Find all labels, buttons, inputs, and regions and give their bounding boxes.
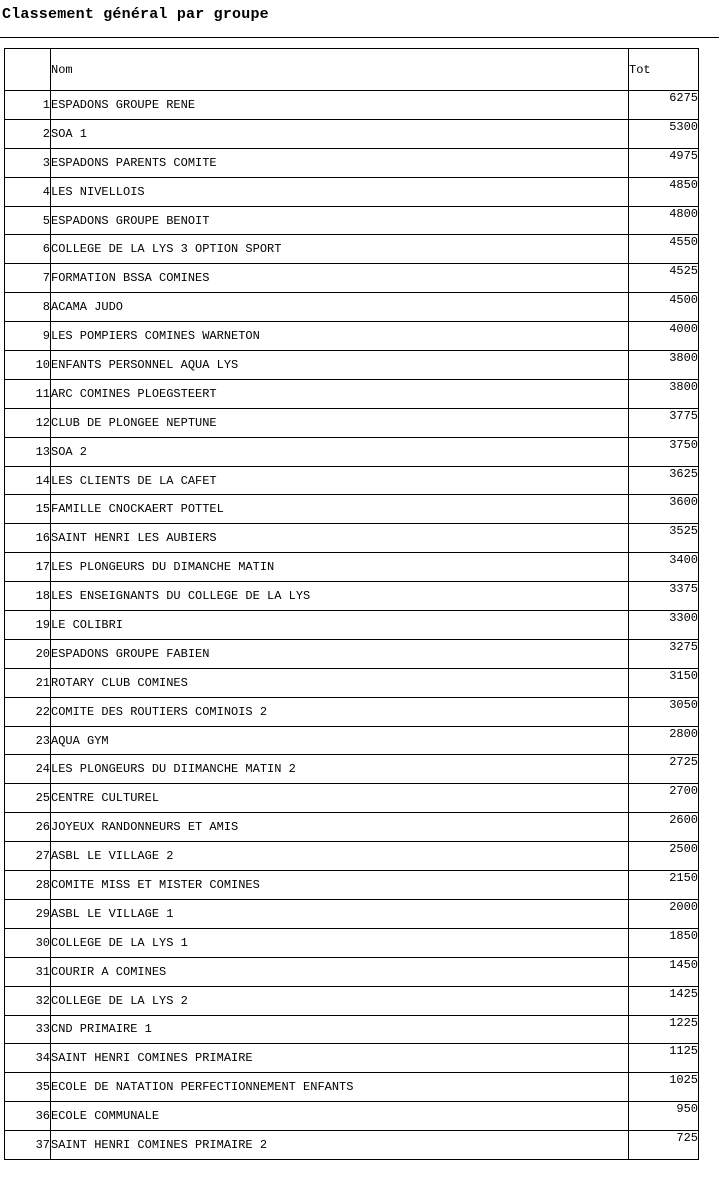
rank-cell: 15 [5,495,51,524]
table-row [5,1073,699,1102]
rank-cell: 14 [5,466,51,495]
group-name-cell: JOYEUX RANDONNEURS ET AMIS [51,813,629,842]
rank-cell: 33 [5,1015,51,1044]
group-name-cell: ACAMA JUDO [51,293,629,322]
rank-cell: 1 [5,91,51,120]
table-row [5,1102,699,1131]
total-cell: 3375 [629,582,699,611]
table-row [5,351,699,380]
table-row [5,293,699,322]
table-row [5,957,699,986]
table-row [5,1131,699,1160]
rank-cell: 35 [5,1073,51,1102]
rank-cell: 11 [5,379,51,408]
table-row [5,91,699,120]
total-cell: 3775 [629,408,699,437]
rank-cell: 19 [5,611,51,640]
group-name-cell: LES NIVELLOIS [51,177,629,206]
group-name-cell: CND PRIMAIRE 1 [51,1015,629,1044]
total-cell: 3800 [629,351,699,380]
table-row [5,437,699,466]
group-name-cell: SAINT HENRI COMINES PRIMAIRE 2 [51,1131,629,1160]
group-name-cell: LES CLIENTS DE LA CAFET [51,466,629,495]
rank-cell: 23 [5,726,51,755]
ranking-table [4,48,699,1160]
table-row [5,235,699,264]
total-cell: 3050 [629,697,699,726]
group-name-cell: COLLEGE DE LA LYS 2 [51,986,629,1015]
rank-cell: 13 [5,437,51,466]
rank-cell: 37 [5,1131,51,1160]
total-cell: 2000 [629,899,699,928]
rank-cell: 8 [5,293,51,322]
table-row [5,726,699,755]
table-row [5,177,699,206]
rank-cell: 24 [5,755,51,784]
total-cell: 950 [629,1102,699,1131]
total-cell: 1225 [629,1015,699,1044]
group-name-cell: SAINT HENRI LES AUBIERS [51,524,629,553]
rank-cell: 3 [5,148,51,177]
table-row [5,871,699,900]
table-row [5,755,699,784]
total-cell: 3150 [629,668,699,697]
total-cell: 3600 [629,495,699,524]
table-row [5,553,699,582]
rank-cell: 25 [5,784,51,813]
rank-cell: 29 [5,899,51,928]
table-row [5,899,699,928]
rank-cell: 16 [5,524,51,553]
total-cell: 4850 [629,177,699,206]
total-cell: 725 [629,1131,699,1160]
total-cell: 3300 [629,611,699,640]
group-name-cell: ASBL LE VILLAGE 1 [51,899,629,928]
total-cell: 3400 [629,553,699,582]
total-cell: 6275 [629,91,699,120]
group-name-cell: LE COLIBRI [51,611,629,640]
group-name-cell: ECOLE COMMUNALE [51,1102,629,1131]
group-name-cell: SOA 2 [51,437,629,466]
group-name-cell: ENFANTS PERSONNEL AQUA LYS [51,351,629,380]
rank-cell: 6 [5,235,51,264]
total-cell: 5300 [629,119,699,148]
group-name-cell: SOA 1 [51,119,629,148]
table-row [5,379,699,408]
table-row [5,611,699,640]
table-row [5,206,699,235]
group-name-cell: COLLEGE DE LA LYS 1 [51,928,629,957]
group-name-cell: LES POMPIERS COMINES WARNETON [51,322,629,351]
group-name-cell: ESPADONS GROUPE BENOIT [51,206,629,235]
table-row [5,842,699,871]
total-cell: 4500 [629,293,699,322]
rank-cell: 34 [5,1044,51,1073]
rank-cell: 2 [5,119,51,148]
rank-cell: 36 [5,1102,51,1131]
total-cell: 4000 [629,322,699,351]
rank-cell: 5 [5,206,51,235]
group-name-cell: COURIR A COMINES [51,957,629,986]
rank-cell: 20 [5,639,51,668]
table-body [5,91,699,1160]
rank-cell: 21 [5,668,51,697]
table-row [5,668,699,697]
rank-cell: 27 [5,842,51,871]
rank-cell: 32 [5,986,51,1015]
table-row [5,524,699,553]
total-cell: 4525 [629,264,699,293]
total-cell: 1425 [629,986,699,1015]
table-row [5,119,699,148]
total-cell: 3525 [629,524,699,553]
total-cell: 4550 [629,235,699,264]
table-row [5,148,699,177]
rank-cell: 10 [5,351,51,380]
table-row [5,408,699,437]
rank-cell: 9 [5,322,51,351]
header-rank [5,49,51,91]
group-name-cell: LES ENSEIGNANTS DU COLLEGE DE LA LYS [51,582,629,611]
table-row [5,1044,699,1073]
group-name-cell: SAINT HENRI COMINES PRIMAIRE [51,1044,629,1073]
group-name-cell: ESPADONS GROUPE FABIEN [51,639,629,668]
table-row [5,495,699,524]
rank-cell: 30 [5,928,51,957]
title-divider [0,37,719,38]
total-cell: 3750 [629,437,699,466]
total-cell: 2150 [629,871,699,900]
group-name-cell: COLLEGE DE LA LYS 3 OPTION SPORT [51,235,629,264]
group-name-cell: COMITE MISS ET MISTER COMINES [51,871,629,900]
table-row [5,928,699,957]
total-cell: 2700 [629,784,699,813]
group-name-cell: ECOLE DE NATATION PERFECTIONNEMENT ENFANTS [51,1073,629,1102]
group-name-cell: COMITE DES ROUTIERS COMINOIS 2 [51,697,629,726]
page-title: Classement général par groupe [2,6,269,23]
total-cell: 1025 [629,1073,699,1102]
group-name-cell: LES PLONGEURS DU DIIMANCHE MATIN 2 [51,755,629,784]
group-name-cell: AQUA GYM [51,726,629,755]
total-cell: 2800 [629,726,699,755]
header-total: Tot [629,49,699,91]
group-name-cell: LES PLONGEURS DU DIMANCHE MATIN [51,553,629,582]
total-cell: 2725 [629,755,699,784]
table-header-row [5,49,699,91]
table-row [5,986,699,1015]
rank-cell: 18 [5,582,51,611]
table-row [5,1015,699,1044]
total-cell: 4975 [629,148,699,177]
total-cell: 4800 [629,206,699,235]
group-name-cell: ESPADONS PARENTS COMITE [51,148,629,177]
table-row [5,813,699,842]
table-row [5,582,699,611]
rank-cell: 12 [5,408,51,437]
total-cell: 1450 [629,957,699,986]
rank-cell: 4 [5,177,51,206]
total-cell: 2600 [629,813,699,842]
group-name-cell: CLUB DE PLONGEE NEPTUNE [51,408,629,437]
total-cell: 3625 [629,466,699,495]
header-name: Nom [51,49,629,91]
rank-cell: 17 [5,553,51,582]
table-row [5,466,699,495]
rank-cell: 31 [5,957,51,986]
group-name-cell: ROTARY CLUB COMINES [51,668,629,697]
table-row [5,784,699,813]
rank-cell: 7 [5,264,51,293]
total-cell: 2500 [629,842,699,871]
rank-cell: 22 [5,697,51,726]
group-name-cell: CENTRE CULTUREL [51,784,629,813]
group-name-cell: ARC COMINES PLOEGSTEERT [51,379,629,408]
total-cell: 3275 [629,639,699,668]
table-row [5,264,699,293]
rank-cell: 26 [5,813,51,842]
group-name-cell: FAMILLE CNOCKAERT POTTEL [51,495,629,524]
total-cell: 1850 [629,928,699,957]
group-name-cell: ESPADONS GROUPE RENE [51,91,629,120]
rank-cell: 28 [5,871,51,900]
group-name-cell: FORMATION BSSA COMINES [51,264,629,293]
table-row [5,697,699,726]
table-row [5,639,699,668]
total-cell: 1125 [629,1044,699,1073]
group-name-cell: ASBL LE VILLAGE 2 [51,842,629,871]
table-row [5,322,699,351]
total-cell: 3800 [629,379,699,408]
